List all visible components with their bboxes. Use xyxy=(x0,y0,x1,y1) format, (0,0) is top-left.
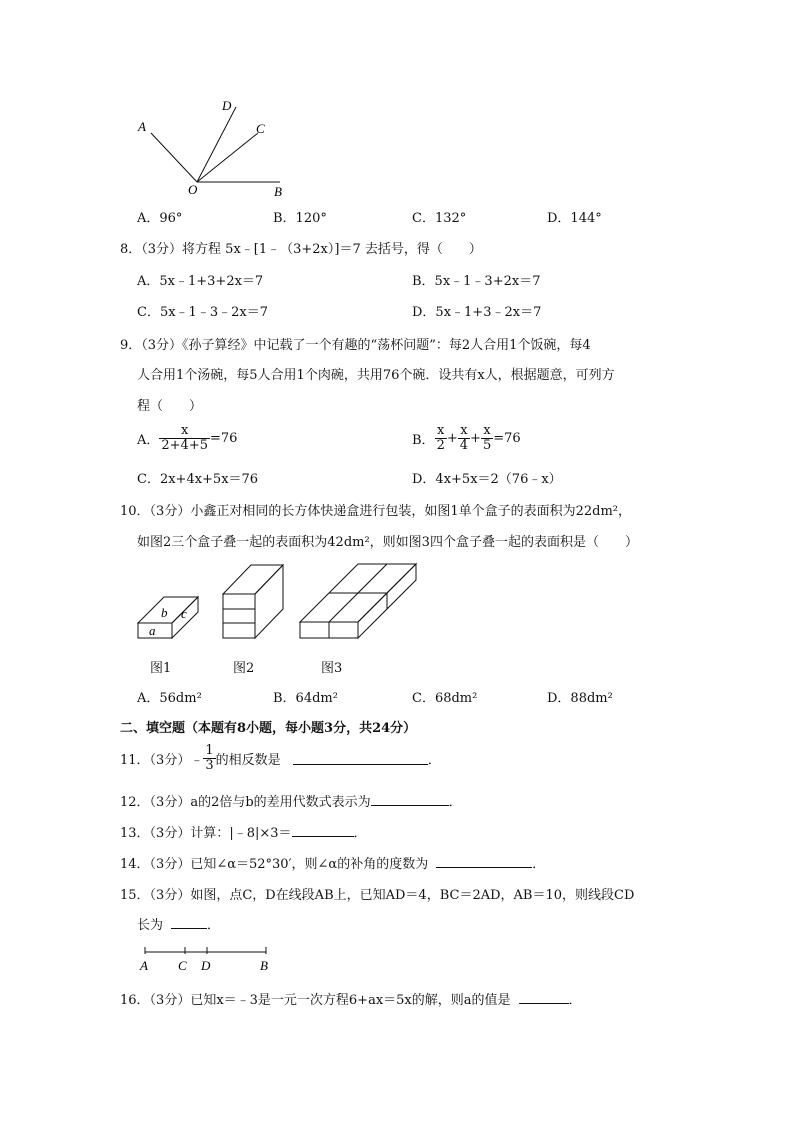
fraction-denominator: 2 xyxy=(436,438,445,453)
box-label-c: c xyxy=(181,606,187,621)
segment-figure xyxy=(136,944,276,976)
segment-label-b: B xyxy=(260,958,268,973)
q10-option-b: B．64dm² xyxy=(273,691,338,706)
q9-option-b-prefix: B． xyxy=(412,433,435,448)
q9-option-b xyxy=(412,424,521,453)
fraction-denominator: 5 xyxy=(482,438,492,453)
q16 xyxy=(120,989,582,1008)
fraction-denominator: 2+4+5 xyxy=(161,438,208,453)
plus-sign: + xyxy=(446,431,458,446)
box-label-a: a xyxy=(149,623,156,638)
q8-stem: 8．（3分）将方程 5x﹣[1﹣（3+2x）]＝7 去括号，得（ ） xyxy=(120,242,482,257)
q13-text: 13．（3分）计算：|﹣8|×3＝ xyxy=(120,826,292,841)
q8-option-a: A．5x﹣1+3+2x＝7 xyxy=(137,274,264,289)
q13-end: ． xyxy=(353,826,367,841)
q11-sign: ﹣ xyxy=(190,753,204,768)
plus-sign: + xyxy=(470,431,481,446)
q15-line2-text: 长为 xyxy=(137,918,164,933)
segment-label-d: D xyxy=(201,958,211,973)
q10-line2: 如图2三个盒子叠一起的表面积为42dm²，则如图3四个盒子叠一起的表面积是（ ） xyxy=(137,535,638,550)
q9-option-c: C．2x+4x+5x＝76 xyxy=(137,472,259,487)
angle-figure xyxy=(130,95,300,200)
q14-text: 14．（3分）已知∠α＝52°30′，则∠α的补角的度数为 xyxy=(120,857,429,872)
q8-option-d: D．5x﹣1+3﹣2x＝7 xyxy=(412,305,542,320)
box-label-b: b xyxy=(161,605,168,620)
q11-end: ． xyxy=(427,753,441,768)
fig-caption-2: 图2 xyxy=(233,661,255,676)
fraction-denominator: 4 xyxy=(459,438,469,453)
q16-text: 16．（3分）已知x＝﹣3是一元一次方程6+ax＝5x的解，则a的值是 xyxy=(120,993,511,1008)
q14-answer-blank[interactable] xyxy=(436,855,532,868)
fraction-numerator: 1 xyxy=(205,743,214,758)
q12-end: ． xyxy=(448,795,462,810)
fraction-numerator: x xyxy=(481,424,493,439)
section-heading-fill-in: 二、填空题（本题有8小题，每小题3分，共24分） xyxy=(120,721,417,736)
q10-line1: 10．（3分）小鑫正对相同的长方体快递盒进行包装，如图1单个盒子的表面积为22dm²， xyxy=(120,504,631,519)
q10-option-c: C．68dm² xyxy=(412,691,478,706)
fraction-denominator: 3 xyxy=(205,758,214,773)
q7-option-b: B．120° xyxy=(273,211,327,226)
q9-option-b-suffix: =76 xyxy=(493,431,521,446)
angle-label-b: B xyxy=(274,184,282,199)
box-figure-2 xyxy=(220,560,290,642)
q14-end: ． xyxy=(532,857,546,872)
q13 xyxy=(120,822,367,841)
q8-option-b: B．5x﹣1﹣3+2x＝7 xyxy=(412,274,541,289)
q12 xyxy=(120,791,462,810)
q10-option-a: A．56dm² xyxy=(137,691,202,706)
angle-label-a: A xyxy=(138,119,146,134)
q9-option-a xyxy=(137,424,237,453)
q9-line3: 程（ ） xyxy=(137,399,203,414)
q16-end: ． xyxy=(568,993,582,1008)
q14 xyxy=(120,853,545,872)
angle-label-o: O xyxy=(188,182,198,197)
q8-option-c: C．5x﹣1﹣3﹣2x＝7 xyxy=(137,305,268,320)
q11-fraction xyxy=(203,744,215,773)
fraction-x-5 xyxy=(481,424,493,453)
q16-answer-blank[interactable] xyxy=(519,991,569,1004)
q15-line2 xyxy=(137,914,220,933)
q7-option-c: C．132° xyxy=(412,211,467,226)
angle-label-c: C xyxy=(256,121,265,136)
q7-option-d: D．144° xyxy=(547,211,602,226)
q11 xyxy=(120,744,441,773)
fraction-numerator: x xyxy=(159,424,210,439)
fraction-x-4 xyxy=(458,424,470,453)
q9-option-a-fraction xyxy=(159,424,210,453)
q10-option-d: D．88dm² xyxy=(547,691,613,706)
q13-answer-blank[interactable] xyxy=(292,824,354,837)
fig-caption-3: 图3 xyxy=(321,661,343,676)
q15-line1: 15．（3分）如图，点C，D在线段AB上，已知AD＝4，BC＝2AD，AB＝10，则线段CD xyxy=(120,888,635,903)
q12-answer-blank[interactable] xyxy=(371,793,449,806)
q11-suffix: 的相反数是 xyxy=(215,753,281,768)
fig-caption-1: 图1 xyxy=(150,661,172,676)
q11-prefix: 11．（3分） xyxy=(120,753,191,768)
q9-option-d: D．4x+5x＝2（76﹣x） xyxy=(412,472,562,487)
q15-end: ． xyxy=(207,918,221,933)
fraction-x-2 xyxy=(435,424,447,453)
q11-answer-blank[interactable] xyxy=(293,752,428,765)
q15-answer-blank[interactable] xyxy=(171,916,207,929)
fraction-numerator: x xyxy=(458,424,470,439)
box-figure-1 xyxy=(135,590,205,642)
q9-line1: 9．（3分）《孙子算经》中记载了一个有趣的“荡杯问题”：每2人合用1个饭碗，每4 xyxy=(120,338,591,353)
angle-label-d: D xyxy=(222,98,232,113)
fraction-numerator: x xyxy=(435,424,447,439)
q9-option-a-suffix: =76 xyxy=(210,431,238,446)
box-figure-3 xyxy=(298,560,420,642)
q9-option-a-prefix: A． xyxy=(137,433,160,448)
segment-label-c: C xyxy=(178,958,187,973)
q7-option-a: A．96° xyxy=(137,211,183,226)
q9-line2: 人合用1个汤碗，每5人合用1个肉碗，共用76个碗．设共有x人，根据题意，可列方 xyxy=(137,368,615,383)
segment-label-a: A xyxy=(140,958,148,973)
q12-text: 12．（3分）a的2倍与b的差用代数式表示为 xyxy=(120,795,371,810)
